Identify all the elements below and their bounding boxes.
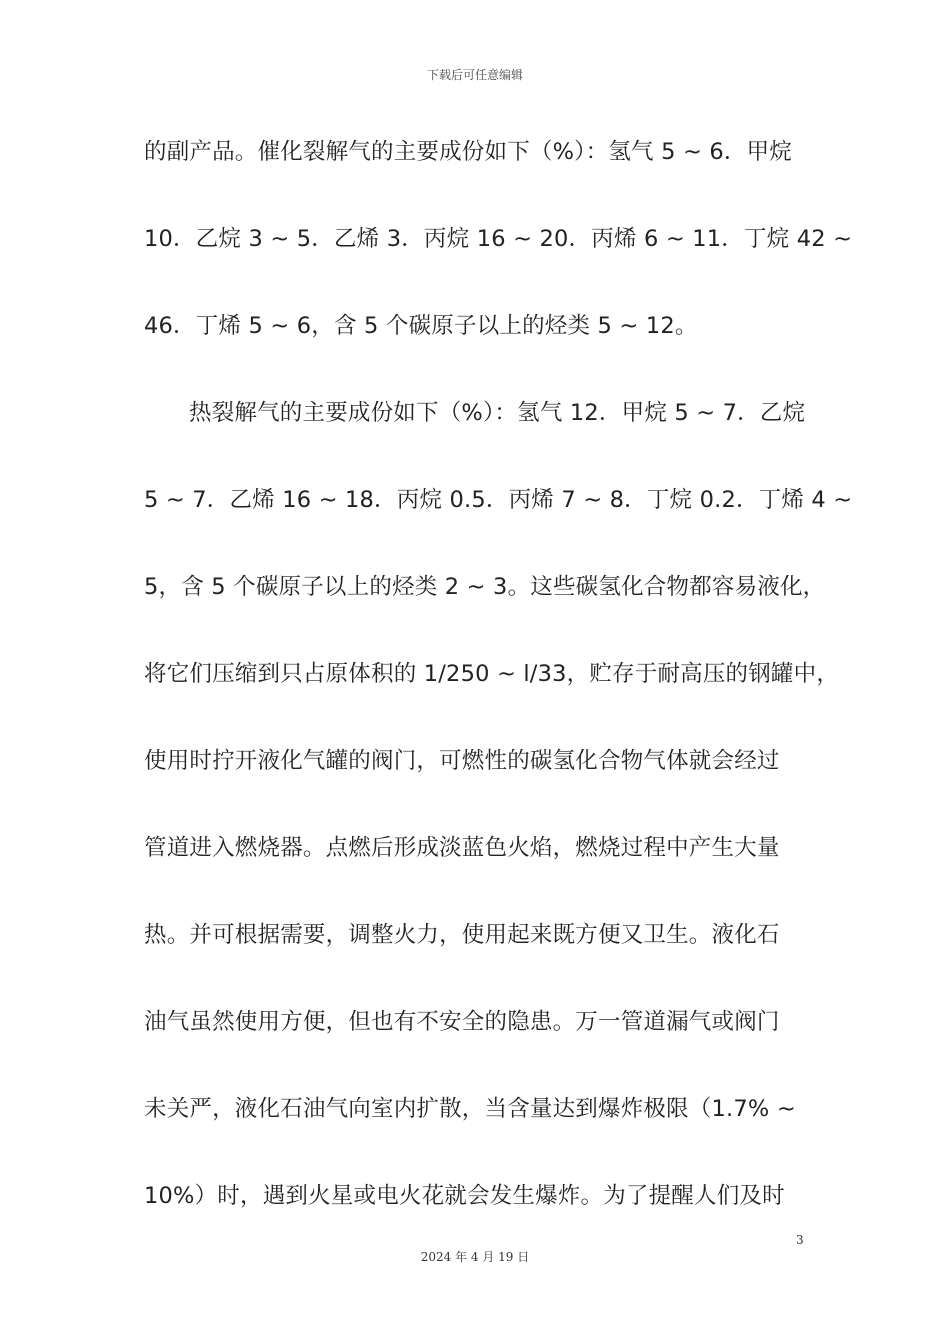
body-line: 5 ~ 7．乙烯 16 ~ 18．丙烷 0.5．丙烯 7 ~ 8．丁烷 0.2．丁烯 4 ~: [144, 487, 853, 513]
page-number: 3: [796, 1233, 804, 1247]
body-line: 10%）时，遇到火星或电火花就会发生爆炸。为了提醒人们及时: [144, 1183, 785, 1209]
footer-date: 2024 年 4 月 19 日: [420, 1250, 530, 1264]
body-line: 热。并可根据需要，调整火力，使用起来既方便又卫生。液化石: [144, 922, 780, 948]
paragraph-first-line: 热裂解气的主要成份如下（%）：氢气 12．甲烷 5 ~ 7．乙烷: [189, 400, 806, 426]
body-line: 管道进入燃烧器。点燃后形成淡蓝色火焰，燃烧过程中产生大量: [144, 835, 780, 861]
body-line: 5，含 5 个碳原子以上的烃类 2 ~ 3。这些碳氢化合物都容易液化，: [144, 574, 826, 600]
body-line: 10．乙烷 3 ~ 5．乙烯 3．丙烷 16 ~ 20．丙烯 6 ~ 11．丁烷 42 ~: [144, 226, 853, 252]
document-body: [144, 126, 853, 1257]
page-header: 下载后可任意编辑: [426, 68, 523, 82]
body-line: 油气虽然使用方便，但也有不安全的隐患。万一管道漏气或阀门: [144, 1009, 780, 1035]
body-line: 未关严，液化石油气向室内扩散，当含量达到爆炸极限（1.7% ~: [144, 1096, 796, 1122]
body-line: 将它们压缩到只占原体积的 1/250 ~ l/33，贮存于耐高压的钢罐中，: [144, 661, 840, 687]
body-line: 使用时拧开液化气罐的阀门，可燃性的碳氢化合物气体就会经过: [144, 748, 780, 774]
body-line: 的副产品。催化裂解气的主要成份如下（%）：氢气 5 ~ 6．甲烷: [144, 139, 792, 165]
body-line: 46．丁烯 5 ~ 6，含 5 个碳原子以上的烃类 5 ~ 12。: [144, 313, 698, 339]
